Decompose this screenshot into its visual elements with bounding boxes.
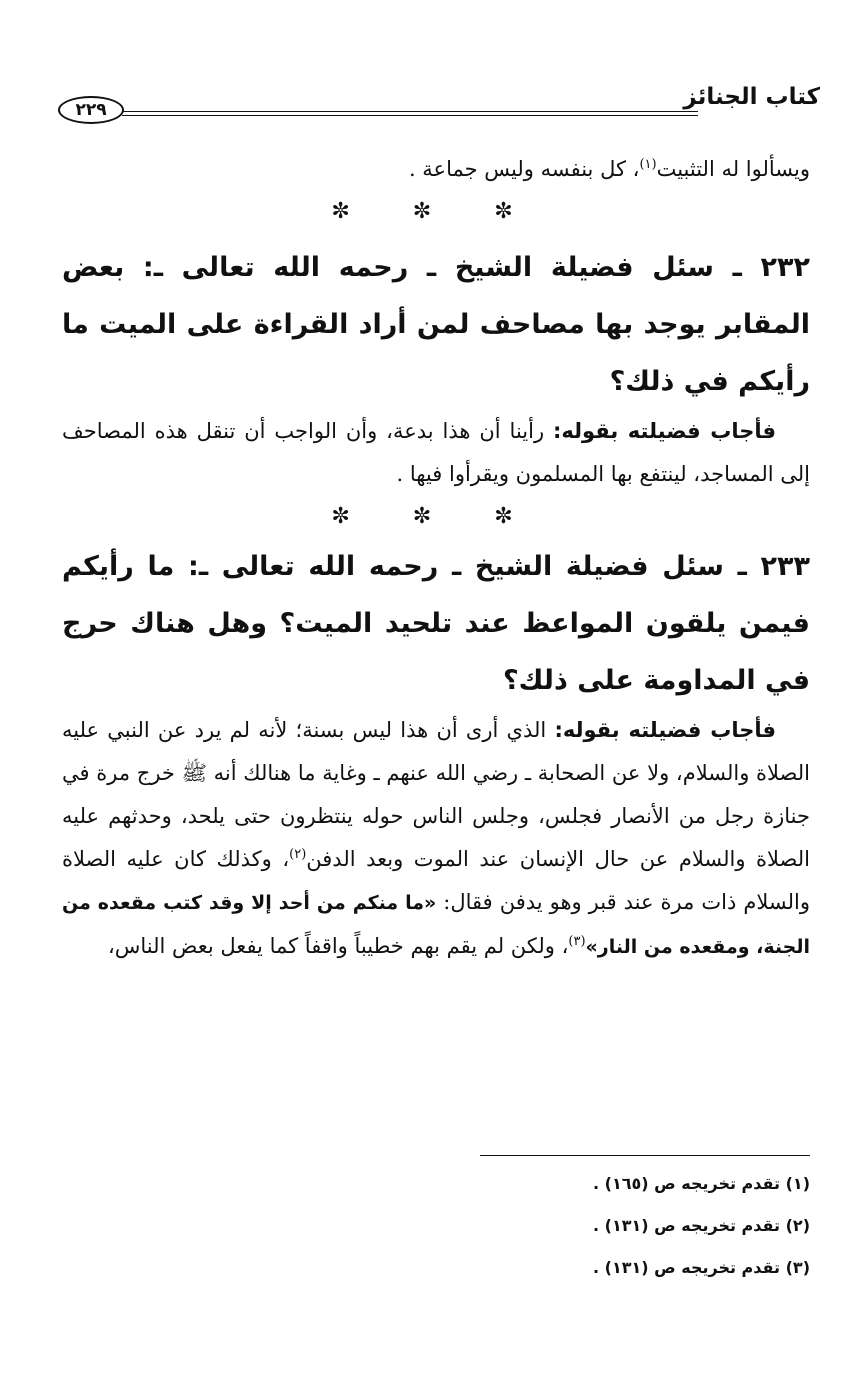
question-232: ٢٣٢ ـ سئل فضيلة الشيخ ـ رحمه الله تعالى ـ: بعض المقابر يوجد بها مصاحف لمن أراد القراءة على الميت ما رأيكم في ذلك؟	[62, 252, 810, 397]
footnote-2: (٢) تقدم تخريجه ص (١٣١) .	[593, 1216, 810, 1235]
answer-233	[62, 709, 810, 969]
intro-text-after: ، كل بنفسه وليس جماعة .	[408, 157, 640, 181]
answer-233-text-2: ، وكذلك كان عليه الصلاة والسلام ذات مرة عند قبر وهو يدفن فقال:	[62, 847, 810, 914]
section-separator: ✼ ✼ ✼	[331, 199, 541, 224]
header-rule	[122, 111, 698, 116]
section-separator: ✼ ✼ ✼	[331, 504, 541, 529]
intro-text: ويسألوا له التثبيت	[656, 157, 810, 181]
answer-232-text: رأينا أن هذا بدعة، وأن الواجب أن تنقل هذه المصاحف إلى المساجد، لينتفع بها المسلمون ويقرأوا فيها .	[62, 419, 810, 486]
answer-lead: فأجاب فضيلته بقوله:	[554, 718, 776, 742]
answer-233-text-1: الذي أرى أن هذا ليس بسنة؛ لأنه لم يرد عن النبي عليه الصلاة والسلام، ولا عن الصحابة ـ رضي الله عنهم ـ وغاية ما هنالك أنه ﷺ خرج مرة في جنازة رجل من الأنصار فجلس، وجلس الناس حوله ينتظرون حتى يلحد، وحدثهم عليه الصلاة والسلام عن حال الإنسان عند الموت وبعد الدفن	[62, 718, 810, 871]
footnotes	[593, 1163, 810, 1289]
footnote-ref-1: (١)	[639, 157, 657, 172]
chapter-title: كتاب الجنائز	[683, 84, 820, 110]
footnote-1: (١) تقدم تخريجه ص (١٦٥) .	[593, 1174, 810, 1193]
answer-232	[62, 410, 810, 496]
page-header	[58, 84, 820, 128]
intro-paragraph	[62, 148, 810, 191]
answer-lead: فأجاب فضيلته بقوله:	[553, 419, 776, 443]
footnote-3: (٣) تقدم تخريجه ص (١٣١) .	[593, 1258, 810, 1277]
hadith-quote: «ما منكم من أحد إلا وقد كتب مقعده من الجنة، ومقعده من النار»	[62, 892, 810, 958]
question-233: ٢٣٣ ـ سئل فضيلة الشيخ ـ رحمه الله تعالى ـ: ما رأيكم فيمن يلقون المواعظ عند تلحيد الميت؟ وهل هناك حرج في المداومة على ذلك؟	[62, 551, 810, 696]
footnote-ref-3: (٣)	[568, 934, 586, 949]
footnote-ref-2: (٢)	[289, 847, 307, 862]
footnote-rule	[480, 1155, 810, 1156]
page-content	[62, 148, 810, 969]
page-number: ٢٢٩	[58, 96, 124, 124]
answer-233-text-3: ، ولكن لم يقم بهم خطيباً واقفاً كما يفعل بعض الناس،	[107, 934, 569, 958]
